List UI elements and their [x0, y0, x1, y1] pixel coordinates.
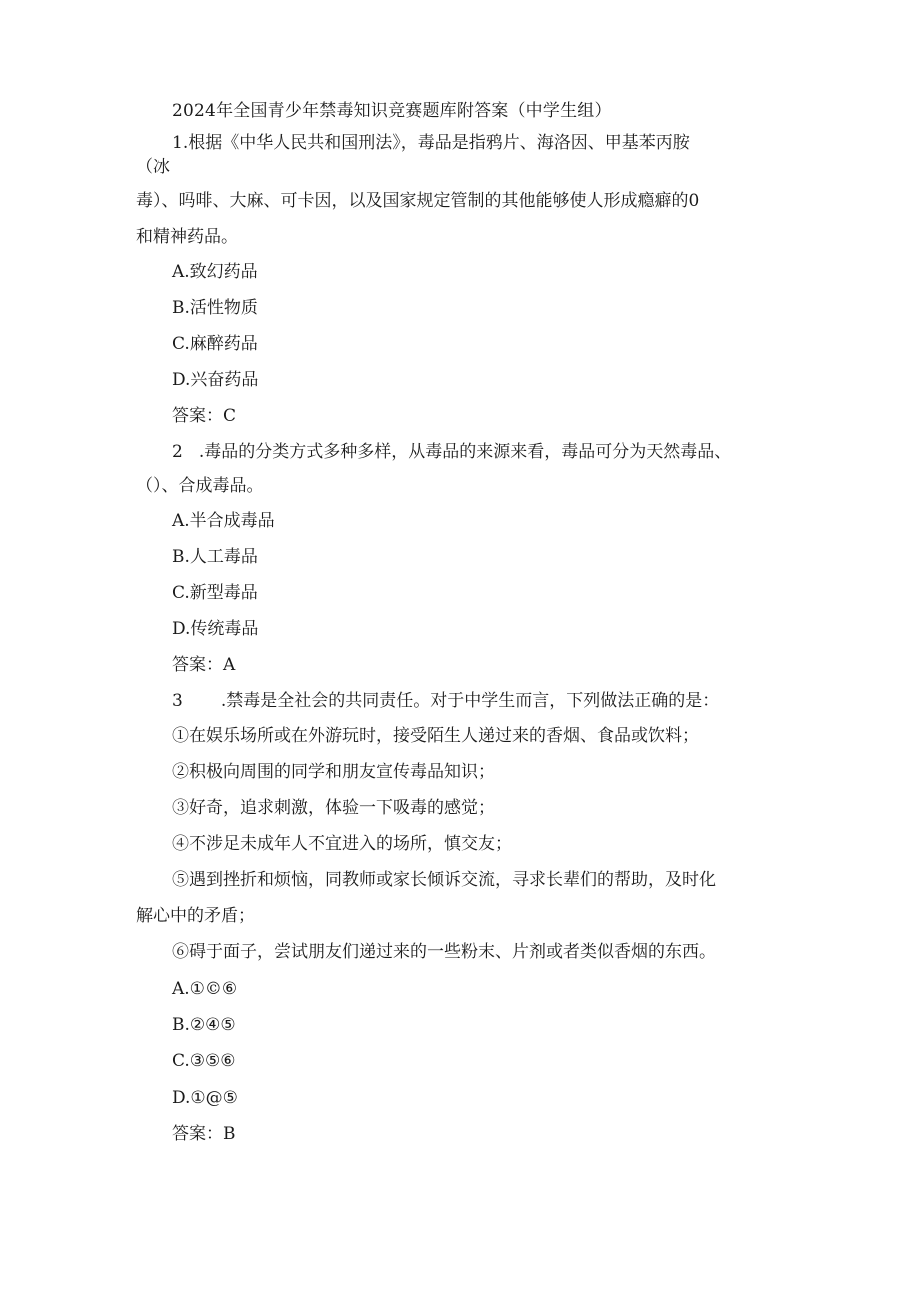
q2-option-c: C.新型毒品	[172, 583, 258, 603]
q1-stem-line-3: 毒）、吗啡、大麻、可卡因，以及国家规定管制的其他能够使人形成瘾癖的0	[136, 191, 700, 211]
q2-option-d: D.传统毒品	[172, 619, 259, 639]
document-title: 2024年全国青少年禁毒知识竞赛题库附答案（中学生组）	[172, 101, 612, 121]
q3-item-1: ①在娱乐场所或在外游玩时，接受陌生人递过来的香烟、食品或饮料；	[172, 726, 699, 746]
q3-item-2: ②积极向周围的同学和朋友宣传毒品知识；	[172, 762, 495, 782]
q3-number: 3	[172, 691, 183, 711]
q1-stem-line-4: 和精神药品。	[136, 227, 238, 247]
q2-answer: 答案：A	[172, 655, 236, 675]
q2-number: 2	[172, 442, 183, 462]
q1-option-a: A.致幻药品	[172, 262, 258, 282]
q2-stem-line-1	[172, 441, 731, 463]
q1-option-c: C.麻醉药品	[172, 334, 258, 354]
q2-option-a: A.半合成毒品	[172, 511, 275, 531]
q1-stem-line-1: 1.根据《中华人民共和国刑法》，毒品是指鸦片、海洛因、甲基苯丙胺	[172, 133, 690, 153]
q3-item-3: ③好奇，追求刺激，体验一下吸毒的感觉；	[172, 798, 495, 818]
q1-answer: 答案：C	[172, 406, 237, 426]
q3-answer: 答案：B	[172, 1124, 236, 1144]
q1-stem-line-2: （冰	[136, 157, 170, 177]
q3-item-5-cont: 解心中的矛盾；	[136, 906, 255, 926]
q2-stem-text: .毒品的分类方式多种多样，从毒品的来源来看，毒品可分为天然毒品、	[198, 442, 732, 462]
q3-option-b: B.②④⑤	[172, 1015, 236, 1035]
q3-item-6: ⑥碍于面子，尝试朋友们递过来的一些粉末、片剂或者类似香烟的东西。	[172, 942, 716, 962]
q3-stem-text: .禁毒是全社会的共同责任。对于中学生而言，下列做法正确的是：	[220, 691, 720, 711]
q3-stem-line-1	[172, 690, 719, 712]
q2-stem-line-2: （）、合成毒品。	[136, 476, 264, 496]
q1-option-b: B.活性物质	[172, 298, 258, 318]
q3-option-a: A.①©⑥	[172, 979, 238, 999]
q3-item-5: ⑤遇到挫折和烦恼，同教师或家长倾诉交流，寻求长辈们的帮助，及时化	[172, 870, 716, 890]
q1-option-d: D.兴奋药品	[172, 370, 259, 390]
q2-option-b: B.人工毒品	[172, 547, 258, 567]
q3-option-c: C.③⑤⑥	[172, 1051, 236, 1071]
q3-option-d: D.①@⑤	[172, 1088, 238, 1108]
q3-item-4: ④不涉足未成年人不宜进入的场所，慎交友；	[172, 834, 512, 854]
